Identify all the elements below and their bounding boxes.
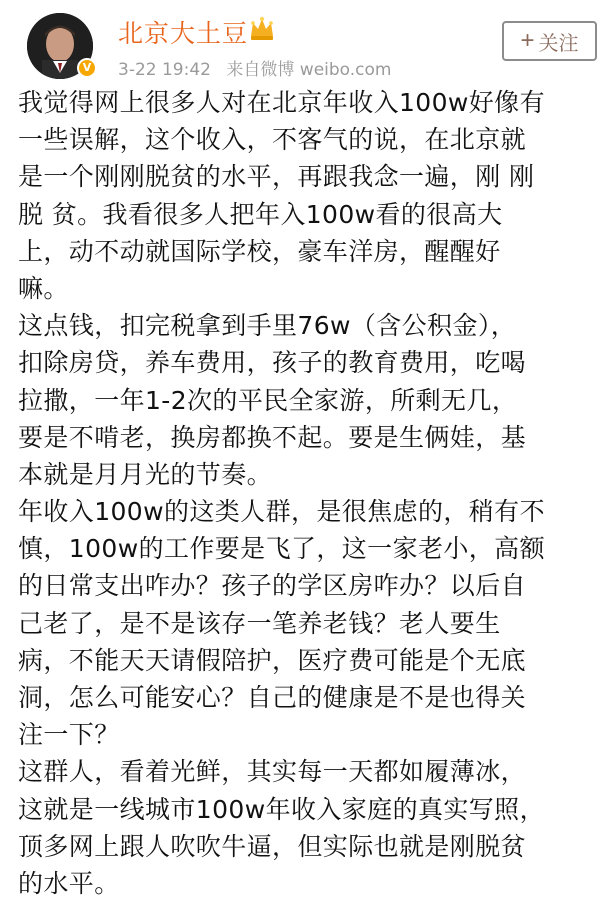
post-line: 注一下？ [18, 720, 120, 750]
post-source[interactable]: 来自微博 weibo.com [226, 60, 392, 80]
follow-button[interactable] [502, 21, 597, 61]
post-meta [118, 55, 402, 80]
post-line: 这群人，看着光鲜，其实每一天都如履薄冰， [18, 757, 527, 787]
post-line: 洞，怎么可能安心？自己的健康是不是也得关 [18, 683, 527, 712]
post-line: 己老了，是不是该存一笔养老钱？老人要生 [18, 608, 501, 638]
post-line: 嘛。 [18, 273, 69, 303]
post-line: 我觉得网上很多人对在北京年收入100w好像有 [18, 88, 545, 117]
post-line: 慎，100w的工作要是飞了，这一家老小，高额 [18, 534, 545, 564]
post-line: 顶多网上跟人吹吹牛逼，但实际也就是刚脱贫 [18, 831, 527, 861]
follow-plus-icon: + [520, 27, 535, 54]
post-date: 3-22 19:42 [118, 60, 211, 80]
post-line: 脱 贫。我看很多人把年入100w看的很高大 [18, 199, 503, 229]
post-line: 的日常支出咋办？孩子的学区房咋办？以后自 [18, 571, 527, 601]
post-line: 扣除房贷，养车费用，孩子的教育费用，吃喝 [18, 348, 527, 378]
post-line: 一些误解，这个收入，不客气的说，在北京就 [18, 125, 527, 155]
post-line: 这就是一线城市100w年收入家庭的真实写照， [18, 794, 545, 824]
post-header [18, 0, 582, 94]
post-line: 是一个刚刚脱贫的水平，再跟我念一遍，刚 刚 [18, 162, 535, 192]
username[interactable]: 北京大土豆 [118, 19, 249, 48]
post-line: 病，不能天天请假陪护，医疗费可能是个无底 [18, 645, 527, 675]
crown-icon[interactable] [248, 16, 276, 42]
follow-label: 关注 [538, 32, 579, 55]
post-line: 本就是月月光的节奏。 [18, 459, 273, 489]
post-line: 这点钱，扣完税拿到手里76w（含公积金）， [18, 311, 517, 341]
post-line: 拉撒，一年1-2次的平民全家游，所剩无几， [18, 385, 518, 415]
post-body [18, 84, 584, 897]
post-line: 的水平。 [18, 868, 120, 897]
verified-badge: V [77, 58, 97, 78]
post-line: 要是不啃老，换房都换不起。要是生俩娃，基 [18, 422, 527, 452]
post-line: 上，动不动就国际学校，豪车洋房，醒醒好 [18, 236, 501, 266]
post-line: 年收入100w的这类人群，是很焦虑的，稍有不 [18, 497, 545, 527]
